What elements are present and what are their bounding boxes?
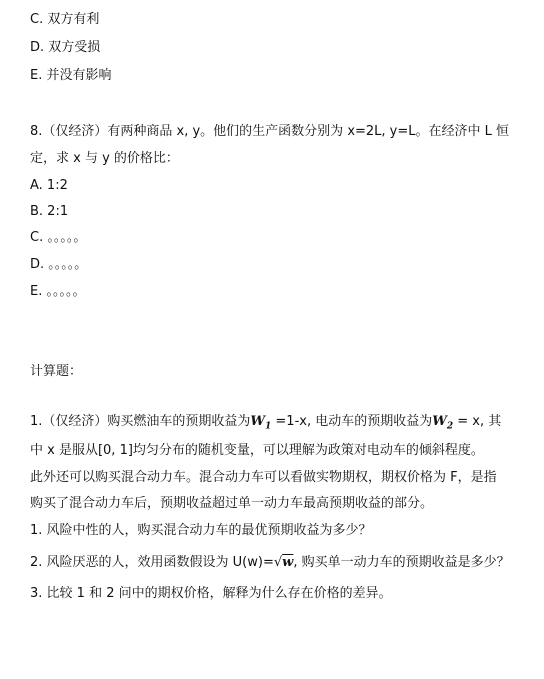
option-d-prev: D. 双方受损 [30, 40, 101, 55]
calc-1-sub-3: 3. 比较 1 和 2 问中的期权价格，解释为什么存在价格的差异。 [30, 586, 392, 601]
sqrt-w: √w [273, 555, 294, 570]
calc-1-sub-1: 1. 风险中性的人，购买混合动力车的最优预期收益为多少？ [30, 523, 372, 538]
section-title: 计算题： [30, 364, 83, 379]
w1-symbol: $W_1$ [250, 414, 272, 432]
question-8-line-2: 定，求 x 与 y 的价格比： [30, 151, 179, 166]
question-8-option-b: B. 2:1 [30, 204, 69, 219]
calc-1-line-4: 购买了混合动力车后，预期收益超过单一动力车最高预期收益的部分。 [30, 496, 434, 511]
calc-1-line-2: 中 x 是服从[0, 1]均匀分布的随机变量，可以理解为政策对电动车的倾斜程度。 [30, 443, 484, 458]
option-e-prev: E. 并没有影响 [30, 68, 112, 83]
calc-1-sub-2-post: , 购买单一动力车的预期收益是多少？ [293, 555, 510, 570]
calc-1-line-1-pre: 1.（仅经济）购买燃油车的预期收益为 [30, 414, 251, 429]
question-8-option-e: E. 。。。。。 [30, 284, 86, 299]
calc-1-line-1-mid: =1-x, 电动车的预期收益为 [271, 414, 433, 429]
calc-1-sub-2 [30, 555, 510, 571]
w2-symbol: $W_2$ [432, 414, 454, 432]
calc-1-line-1-post: = x, 其 [453, 414, 502, 429]
question-8-option-a: A. 1:2 [30, 178, 68, 193]
calc-1-line-3: 此外还可以购买混合动力车。混合动力车可以看做实物期权，期权价格为 F，是指 [30, 470, 497, 485]
question-8-option-c: C. 。。。。。 [30, 230, 87, 245]
option-c-prev: C. 双方有利 [30, 12, 100, 27]
question-8-line-1: 8.（仅经济）有两种商品 x, y。他们的生产函数分别为 x=2L, y=L。在经济中 L 恒 [30, 124, 510, 139]
calc-1-line-1 [30, 414, 501, 435]
question-8-option-d: D. 。。。。。 [30, 257, 88, 272]
calc-1-sub-2-pre: 2. 风险厌恶的人，效用函数假设为 U(w)= [30, 555, 274, 570]
